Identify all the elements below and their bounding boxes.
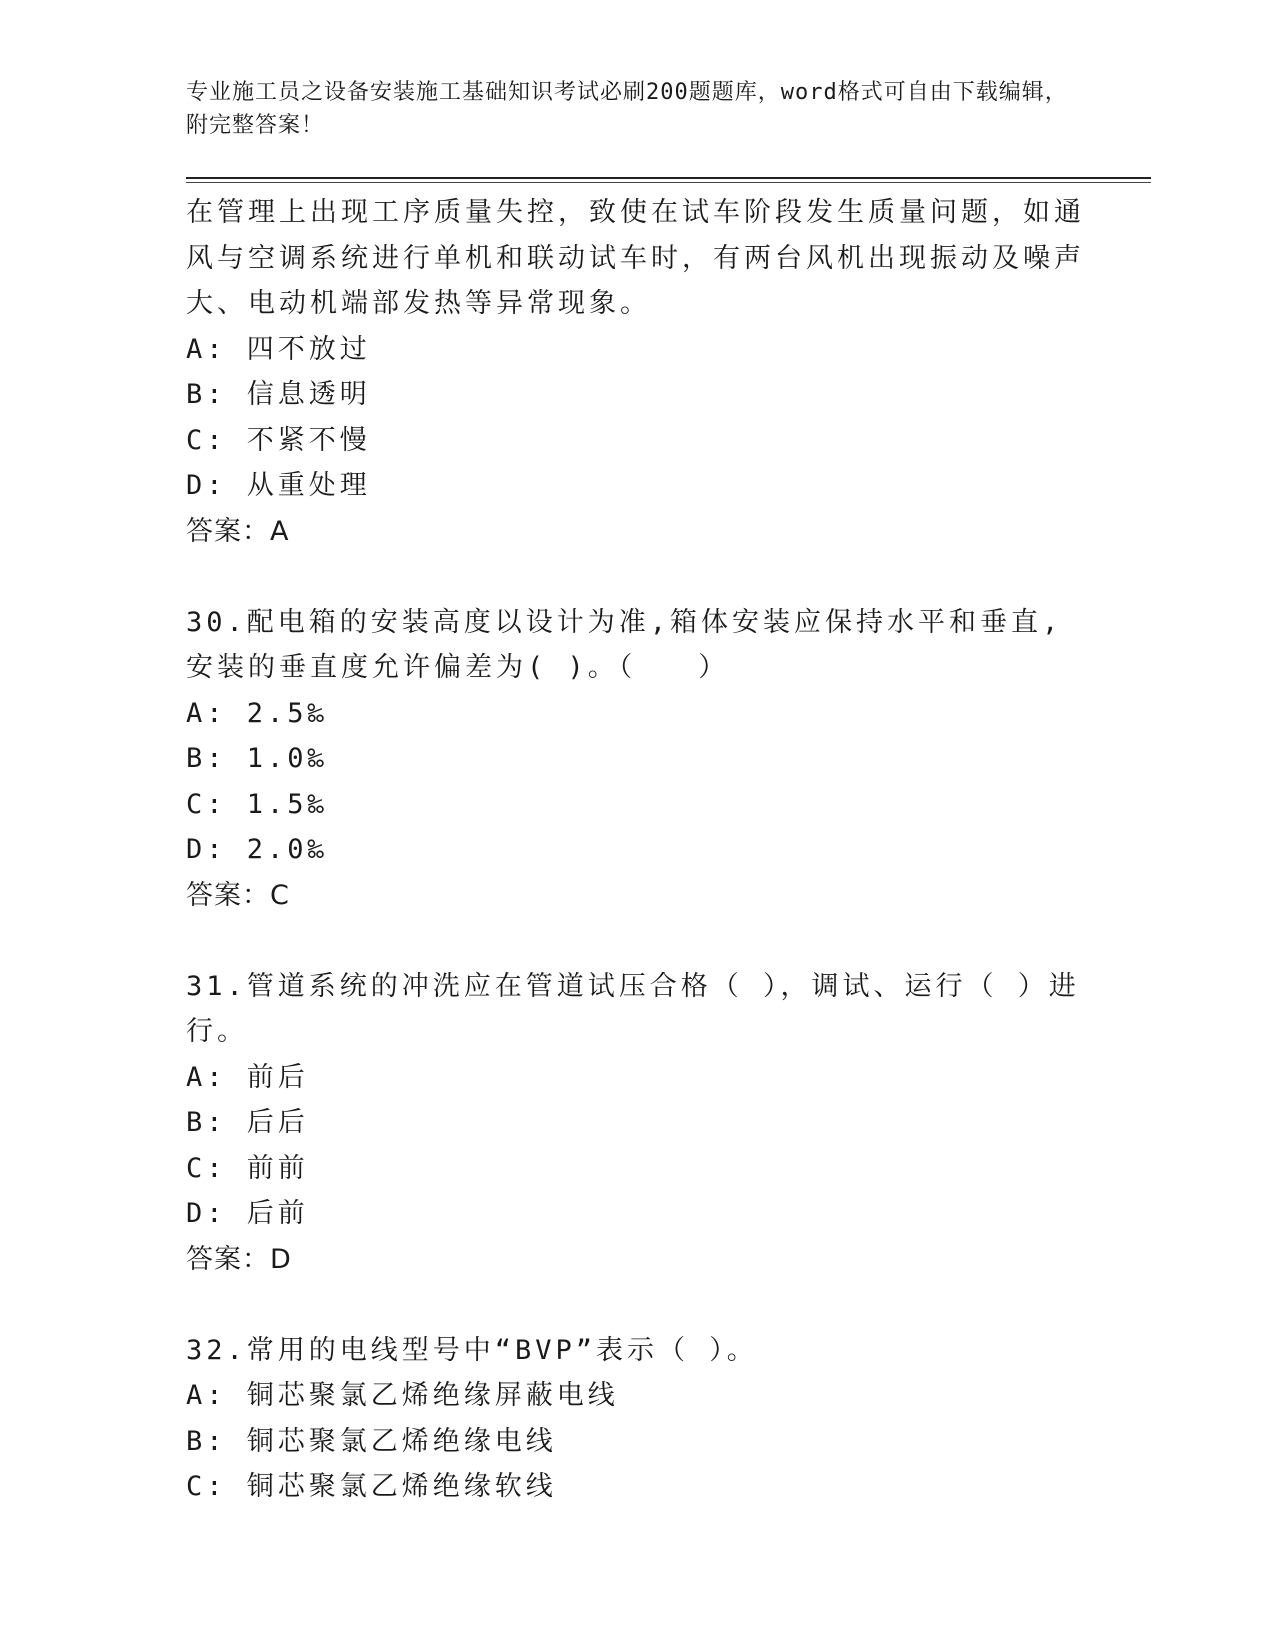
option-b: B: 后后 [186,1107,309,1138]
option-a: A: 铜芯聚氯乙烯绝缘屏蔽电线 [186,1380,619,1411]
header-divider-thin [186,182,1151,183]
question-block-32 [186,1328,1086,1510]
question-text: 32.常用的电线型号中“BVP”表示（ ）。 [186,1334,758,1366]
document-header-title: 专业施工员之设备安装施工基础知识考试必刷200题题库，word格式可自由下载编辑，附完整答案！ [186,80,1068,138]
question-content [186,190,1086,1510]
question-text: 在管理上出现工序质量失控，致使在试车阶段发生质量问题，如通风与空调系统进行单机和联动试车时，有两台风机出现振动及噪声大、电动机端部发热等异常现象。 [186,197,1085,319]
option-b: B: 信息透明 [186,379,371,410]
answer-line: 答案：C [186,879,290,911]
question-block-30 [186,600,1086,919]
question-block-continued [186,190,1086,554]
answer-line: 答案：A [186,515,290,547]
option-a: A: 四不放过 [186,333,371,365]
option-c: C: 铜芯聚氯乙烯绝缘软线 [186,1471,557,1502]
question-block-31 [186,964,1086,1283]
option-b: B: 铜芯聚氯乙烯绝缘电线 [186,1425,557,1457]
option-c: C: 1.5‰ [186,788,328,820]
option-a: A: 2.5‰ [186,697,328,729]
option-b: B: 1.0‰ [186,743,328,774]
question-text: 31.管道系统的冲洗应在管道试压合格（ ），调试、运行（ ）进行。 [186,970,1080,1047]
question-text: 30.配电箱的安装高度以设计为准,箱体安装应保持水平和垂直,安装的垂直度允许偏差为( )。（ ） [186,606,1063,683]
answer-line: 答案：D [186,1243,292,1275]
header-divider-thick [186,177,1151,179]
option-c: C: 不紧不慢 [186,424,371,456]
option-a: A: 前后 [186,1061,309,1093]
option-c: C: 前前 [186,1152,309,1184]
option-d: D: 从重处理 [186,470,371,501]
option-d: D: 后前 [186,1198,309,1229]
option-d: D: 2.0‰ [186,834,328,865]
